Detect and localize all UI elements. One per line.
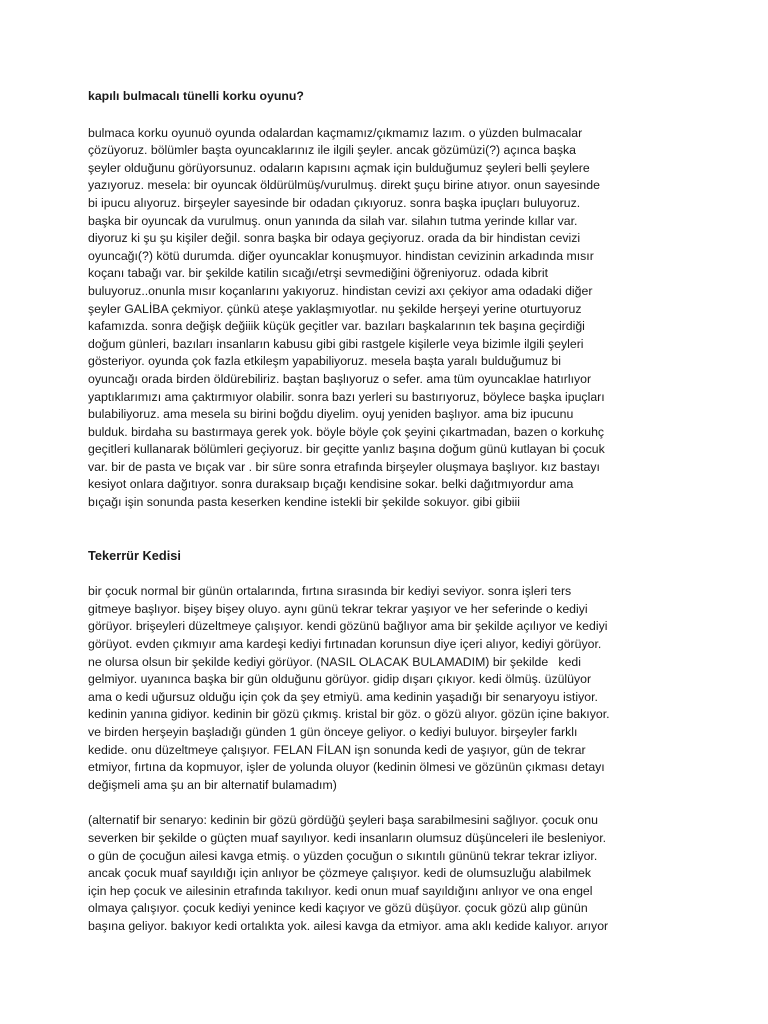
text-line: bir çocuk normal bir günün ortalarında, fırtına sırasında bir kediyi seviyor. sonra işleri ters — [88, 584, 572, 599]
section-2-title: Tekerrür Kedisi — [88, 547, 181, 563]
text-line: başka bir oyuncak da vurulmuş. onun yanında da silah var. silahın tutma yerinde kıllar var. — [88, 213, 578, 228]
text-line: gelmiyor. uyanınca başka bir gün olduğunu görüyor. gidip dışarı çıkıyor. kedi ölmüş. üzülüyor — [88, 672, 592, 687]
text-line: gösteriyor. oyunda çok fazla etkileşm yapabiliyoruz. mesela başta yaralı bulduğumuz bi — [88, 354, 561, 369]
text-line: değişmeli ama şu an bir alternatif bulamadım) — [88, 777, 337, 792]
text-line: görüyot. evden çıkmıyır ama kardeşi kediyi fırtınadan korunsun diye içeri alıyor, kediyi görüyor. — [88, 637, 602, 652]
document-body — [88, 88, 688, 936]
text-line: kedide. onu düzeltmeye çalışıyor. FELAN FİLAN işn sonunda kedi de yaşıyor, gün de tekrar — [88, 742, 586, 757]
text-line: bulabiliyoruz. ama mesela su birini boğdu diyelim. oyuj yeniden başlıyor. ama biz ipucunu — [88, 407, 574, 422]
text-line: koçanı tabağı var. bir şekilde katilin sıcağı/etrşi sevmediğini öğreniyoruz. odada kibrit — [88, 266, 548, 281]
text-line: bulduk. birdaha su bastırmaya gerek yok. böyle böyle çok şeyini çıkartmadan, bazen o korkuhç — [88, 424, 605, 439]
text-line: bulmaca korku oyunuö oyunda odalardan kaçmamız/çıkmamız lazım. o yüzden bulmacalar — [88, 125, 583, 140]
text-line: bıçağı işin sonunda pasta keserken kendine istekli bir şekilde sokuyor. gibi gibiii — [88, 495, 521, 510]
text-line: başına geliyor. bakıyor kedi ortalıkta yok. ailesi kavga da etmiyor. ama aklı kedide kalıyor. arıyor — [88, 918, 609, 933]
text-line: çözüyoruz. bölümler başta oyuncaklarınız ile ilgili şeyler. ancak gözümüzi(?) açınca başka — [88, 143, 577, 158]
text-line: kedinin yanına gidiyor. kedinin bir gözü çıkmış. kristal bir göz. o gözü alıyor. gözün içine bakıyor. — [88, 707, 610, 722]
text-line: ve birden herşeyin başladığı günden 1 gün önceye geliyor. o kediyi buluyor. birşeyler farklı — [88, 725, 578, 739]
text-line: görüyor. brişeyleri düzeltmeye çalışıyor. kendi gözünü bağlıyor ama bir şekilde açılıyor ve kediyi — [88, 619, 608, 634]
text-line: diyoruz ki şu şu kişiler değil. sonra başka bir odaya geçiyoruz. orada da bir hindistan cevizi — [88, 231, 581, 246]
text-line: ne olursa olsun bir şekilde kediyi görüyor. (NASIL OLACAK BULAMADIM) bir şekilde kedi — [88, 654, 581, 669]
text-line: kesiyot onlara dağıtıyor. sonra duraksaıp bıçağı kendisine sokar. belki dağıtmıyordur ama — [88, 477, 574, 492]
text-line: ancak çocuk muaf sayıldığı için anlıyor be çözmeye çalışıyor. kedi de olumsuzluğu alabilmek — [88, 866, 592, 881]
text-line: (alternatif bir senaryo: kedinin bir gözü gördüğü şeyleri başa sarabilmesini sağlıyor. çocuk onu — [88, 813, 598, 828]
text-line: şeyler GALİBA çekmiyor. çünkü ateşe yaklaşmıyotlar. nu şekilde herşeyi yerine oturtuyoruz — [88, 301, 582, 316]
text-line: şeyler olduğunu görüyorsunuz. odaların kapısını açmak için bulduğumuz şeyleri belli şeylere — [88, 160, 590, 175]
text-line: geçitleri kullanarak bölümleri geçiyoruz. bir geçitte yanlız başına doğum günü kutlayan bi çocuk — [88, 442, 605, 457]
section-1-paragraph — [88, 125, 688, 512]
text-line: için hep çocuk ve ailesinin etrafında takılıyor. kedi onun muaf sayıldığını anlıyor ve ona engel — [88, 883, 593, 898]
text-line: oyuncağı orada birden öldürebiliriz. baştan başlıyoruz o sefer. ama tüm oyuncaklae hatırlıyor — [88, 371, 592, 386]
text-line: kafamızda. sonra değişk değiiik küçük geçitler var. bazıları başkalarının tek başına geçirdiği — [88, 319, 585, 334]
text-line: buluyoruz..onunla mısır koçanlarını yakıyoruz. hindistan cevizi axı çekiyor ama odadaki diğer — [88, 283, 593, 298]
text-line: etmiyor, fırtına da kopmuyor, işler de yolunda oluyor (kedinin ölmesi ve gözünün çıkması detayı — [88, 760, 605, 775]
text-line: oyuncağı(?) kötü durumda. diğer oyuncaklar konuşmuyor. hindistan cevizinin arkadında mısır — [88, 248, 594, 263]
text-line: ama o kedi uğursuz olduğu için çok da şey etmiyü. ama kedinin yaşadığı bir senaryoyu istiyor. — [88, 689, 598, 704]
text-line: doğum günleri, bazıları insanların kabusu gibi gibi rastgele kişilerle veya bizimle ilgili şeyleri — [88, 336, 584, 351]
text-line: olmaya çalışıyor. çocuk kediyi yenince kedi kaçıyor ve gözü düşüyor. çocuk gözü alıp günün — [88, 901, 588, 916]
text-line: gitmeye başlıyor. bişey bişey oluyo. aynı günü tekrar tekrar yaşıyor ve her seferinde o kediyi — [88, 601, 588, 616]
text-line: var. bir de pasta ve bıçak var . bir süre sonra etrafında birşeyler oluşmaya başlıyor. kız bastayı — [88, 459, 600, 474]
section-2-paragraph-2 — [88, 812, 688, 935]
text-line: severken bir şekilde o güçten muaf sayılıyor. kedi insanların olumsuz düşünceleri ile besleniyor. — [88, 830, 607, 845]
text-line: yazıyoruz. mesela: bir oyuncak öldürülmüş/vurulmuş. direkt şuçu birine atıyor. onun sayesinde — [88, 178, 600, 193]
section-2-paragraph-1 — [88, 583, 688, 794]
text-line: o gün de çocuğun ailesi kavga etmiş. o yüzden çocuğun o sıkıntılı gününü tekrar tekrar izliyor. — [88, 848, 598, 863]
section-1-title: kapılı bulmacalı tünelli korku oyunu? — [88, 89, 304, 103]
text-line: yaptıklarımızı ama çaktırmıyor olabilir. sonra bazı yerleri su bastırıyoruz, böylece başka ipuçları — [88, 389, 605, 404]
text-line: bi ipucu alıyoruz. birşeyler sayesinde bir odadan çıkıyoruz. sonra başka ipuçları buluyoruz. — [88, 195, 581, 210]
